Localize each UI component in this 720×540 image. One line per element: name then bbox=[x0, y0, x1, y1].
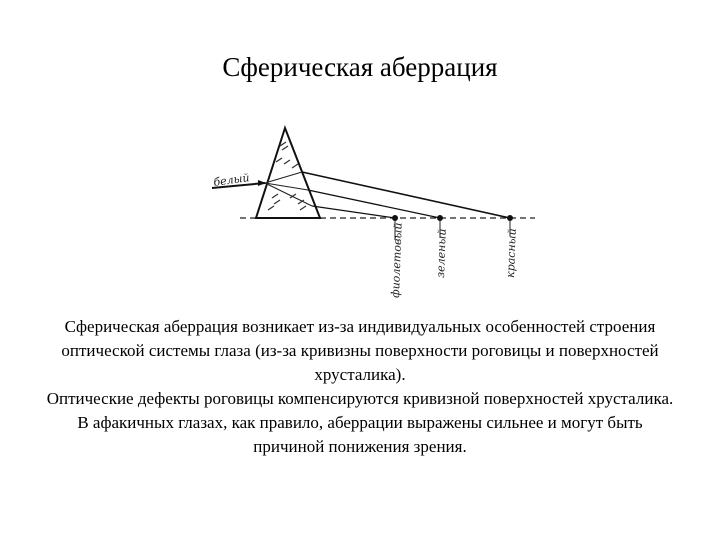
green-label: зеленый bbox=[434, 228, 449, 279]
incoming-label: белый bbox=[212, 171, 251, 189]
violet-label: фиолетовый bbox=[389, 222, 405, 299]
paragraph-2: Оптические дефекты роговицы компенсируются кривизной поверхностей хрусталика. bbox=[46, 389, 674, 408]
prism-dispersion-diagram bbox=[200, 118, 540, 308]
arrow-icon bbox=[258, 180, 266, 186]
red-label: красный bbox=[504, 228, 519, 279]
paragraph-3: В афакичных глазах, как правило, аберрации выражены сильнее и могут быть причиной понижения зрения. bbox=[77, 413, 643, 456]
red-focus bbox=[507, 215, 513, 221]
prism bbox=[256, 128, 320, 218]
slide-title: Сферическая аберрация bbox=[222, 52, 498, 82]
paragraph-1: Сферическая аберрация возникает из-за индивидуальных особенностей строения оптической системы глаза (из-за кривизны поверхности роговицы и поверхностей хрусталика). bbox=[61, 317, 659, 384]
violet-focus bbox=[392, 215, 398, 221]
slide-body bbox=[40, 315, 680, 459]
violet-ray bbox=[312, 206, 395, 218]
green-focus bbox=[437, 215, 443, 221]
green-ray bbox=[308, 190, 440, 218]
